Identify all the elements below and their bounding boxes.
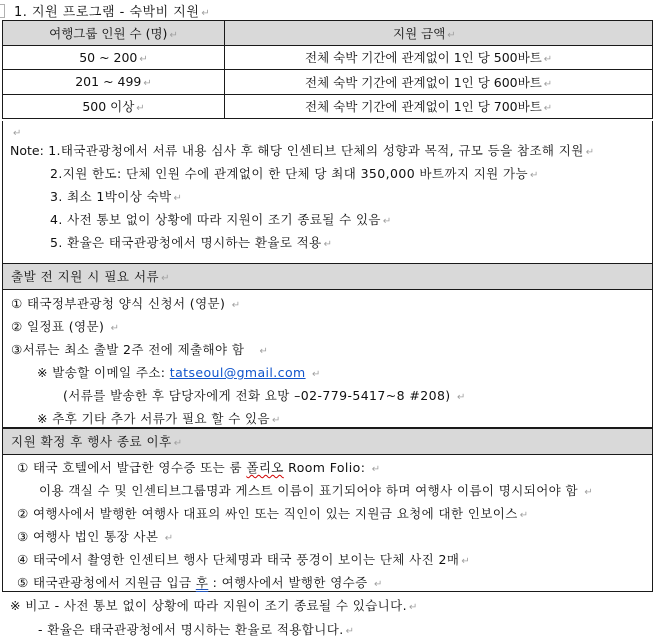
document-item: ① 태국 호텔에서 발급한 영수증 또는 룸 폴리오 Room Folio: ↵ [17,460,381,475]
email-link[interactable]: tatseoul@gmail.com [169,365,306,380]
document-item: ③서류는 최소 출발 2주 전에 제출해야 함 ↵ [11,342,269,357]
remark-line: - 환율은 태국관광청에서 명시하는 환율로 적용합니다. ↵ [38,622,355,637]
cell-amount: 전체 숙박 기간에 관계없이 1인 당 700바트 ↵ [225,94,653,119]
document-item: ⑤ 태국관광청에서 지원금 입금 후 : 여행사에서 발행한 영수증 ↵ [17,575,383,590]
table-row [3,94,653,119]
extra-note: ※ 추후 기타 추가 서류가 필요 할 수 있음 ↵ [37,411,281,426]
document-item: ② 일정표 (영문) ↵ [11,319,120,334]
support-amount-table [2,20,653,119]
spellcheck-word: 폴리오 [246,460,284,475]
section-title: 1. 지원 프로그램 - 숙박비 지원 ↵ [14,5,211,20]
cell-group-size: 201 ~ 499 ↵ [3,70,225,95]
table-row [3,70,653,95]
document-item: ① 태국정부관광청 양식 신청서 (영문) ↵ [11,296,241,311]
note-item: 5. 환율은 태국관광청에서 명시하는 환율로 적용 ↵ [50,235,333,250]
pre-departure-section [2,263,653,428]
note-item: 3. 최소 1박이상 숙박 ↵ [50,189,183,204]
notes-box [2,121,653,264]
empty-line: ↵ [13,128,22,139]
note-item: Note: 1.태국관광청에서 서류 내용 심사 후 해당 인센티브 단체의 성향과 목적, 규모 등을 참조해 지원 ↵ [10,143,595,158]
table-row [3,45,653,70]
cell-amount: 전체 숙박 기간에 관계없이 1인 당 600바트 ↵ [225,70,653,95]
remark-line: ※ 비고 - 사전 통보 없이 상황에 따라 지원이 조기 종료될 수 있습니다. ↵ [10,598,418,613]
cell-amount: 전체 숙박 기간에 관계없이 1인 당 500바트 ↵ [225,45,653,70]
note-item: 4. 사전 통보 없이 상황에 따라 지원이 조기 종료될 수 있음 ↵ [50,212,392,227]
paragraph-mark-icon: ↵ [201,8,211,19]
post-event-section [2,428,653,592]
document-item: ② 여행사에서 발행한 여행사 대표의 싸인 또는 직인이 있는 지원금 요청에 대한 인보이스 ↵ [17,506,529,521]
cell-group-size: 500 이상 ↵ [3,94,225,119]
paragraph-marker [0,4,5,18]
section-header: 지원 확정 후 행사 종료 이후 ↵ [3,428,652,455]
grammar-marked-word: 후 [195,575,209,590]
phone-note: (서류를 발송한 후 담당자에게 전화 요망 –02-779-5417~8 #208) ↵ [63,388,466,403]
note-item: 2.지원 한도: 단체 인원 수에 관계없이 한 단체 당 최대 350,000 바트까지 지원 가능 ↵ [50,166,539,181]
cell-group-size: 50 ~ 200 ↵ [3,45,225,70]
table-header-row [3,21,653,46]
document-item-continued: 이용 객실 수 및 인센티브그룹명과 게스트 이름이 표기되어야 하며 여행사 이름이 명시되어야 함 ↵ [39,483,594,498]
header-group-size: 여행그룹 인원 수 (명) ↵ [3,21,225,46]
document-item: ④ 태국에서 촬영한 인센티브 행사 단체명과 태국 풍경이 보이는 단체 사진 2매 ↵ [17,552,471,567]
header-amount: 지원 금액 ↵ [225,21,653,46]
section-header: 출발 전 지원 시 필요 서류 ↵ [3,263,652,290]
email-line: ※ 발송할 이메일 주소: tatseoul@gmail.com ↵ [37,365,321,380]
document-item: ③ 여행사 법인 통장 사본 ↵ [17,529,174,544]
